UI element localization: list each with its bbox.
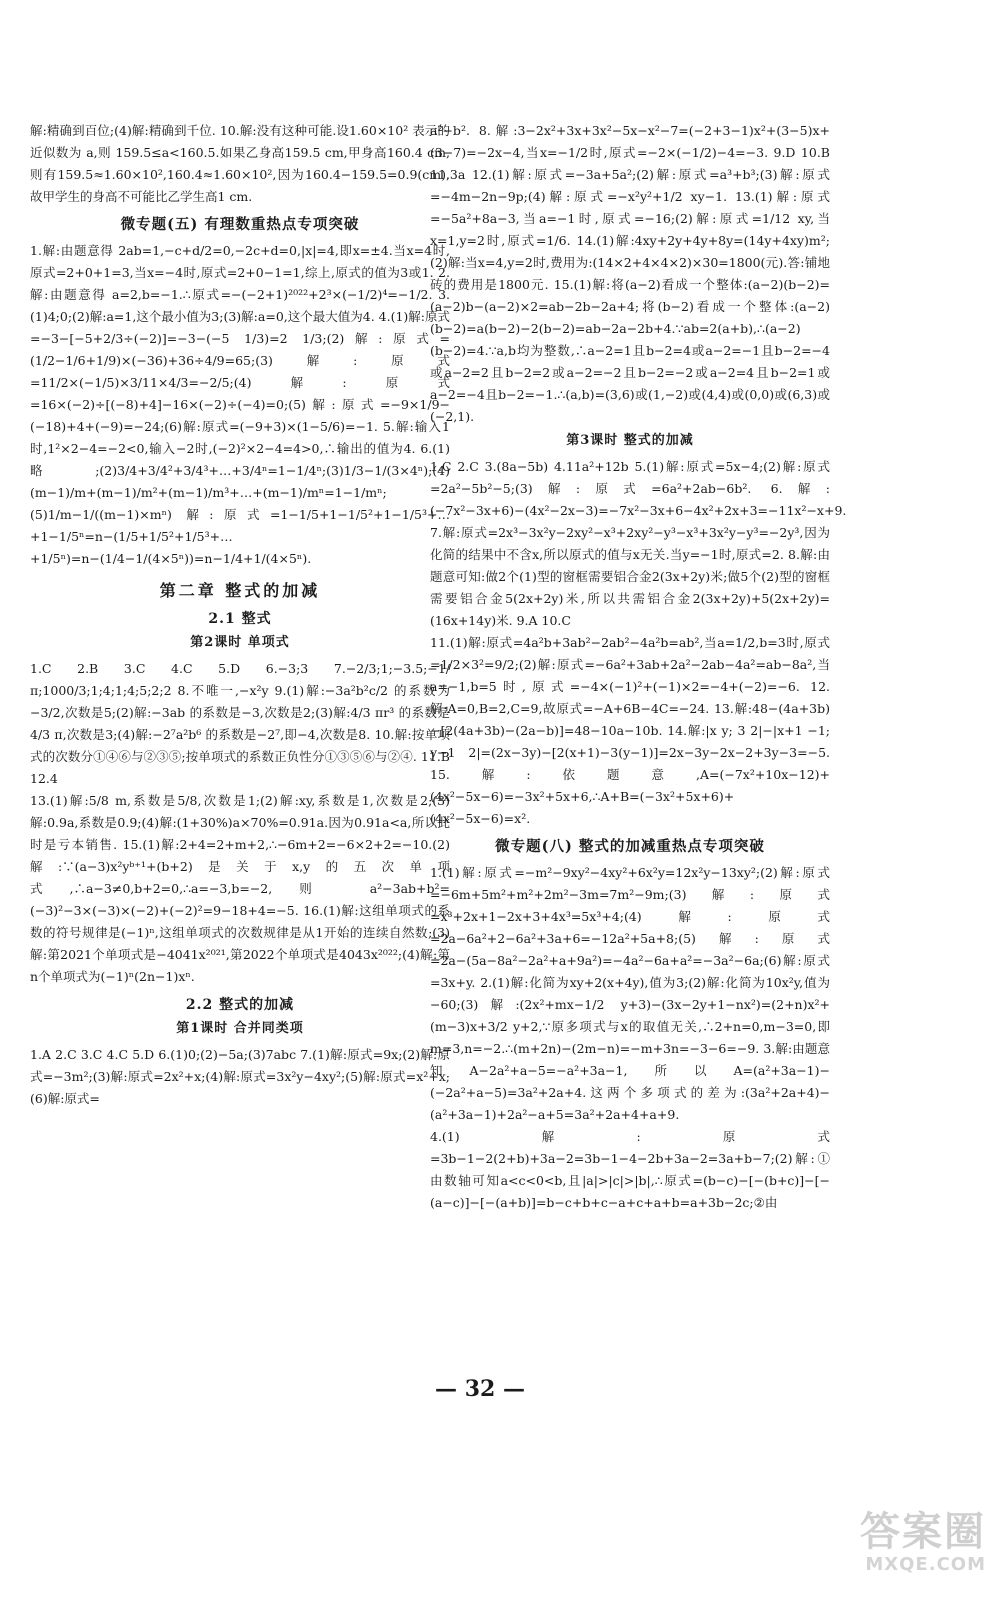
- watermark-url: MXQE.COM: [865, 1554, 986, 1575]
- answer-paragraph: 1.C 2.B 3.C 4.C 5.D 6.−3;3 7.−2/3;1;−3.5;−1/π;1000/3;1;4;1;4;5;2;2 8.不唯一,−x²y 9.(1)解:−3a²b²c/2 的系数为−3/2,次数是5;(2)解:−3ab 的系数是−3,次数是2;(3)解:4/3 πr³ 的系数是 4/3 π,次数是3;(4)解:−2⁷a²b⁶ 的系数是−2⁷,即−4,次数是8. 10.解:按单项式的次数分①④⑥与②③⑤;按单项式的系数正负性分①③⑤⑥与②④. 11.B 12.4: [30, 661, 450, 786]
- answer-paragraph: 1.解:由题意得 2ab=1,−c+d/2=0,−2c+d=0,|x|=4,即x=±4.当x=4时,原式=2+0+1=3,当x=−4时,原式=2+0−1=1,综上,原式的值为3或1. 2.解:由题意得 a=2,b=−1.∴原式=−(−2+1)²⁰²²+2³×(−1/2)⁴=−1/2. 3.(1)4;0;(2)解:a=1,这个最小值为3;(3)解:a=0,这个最大值为4. 4.(1)解:原式=−3−[−5+2/3÷(−2)]=−3−(−5 1/3)=2 1/3;(2)解:原式=(1/2−1/6+1/9)×(−36)+36÷4/9=65;(3)解:原式=11/2×(−1/5)×3/11×4/3=−2/5;(4)解:原式=16×(−2)÷[(−8)+4]−16×(−2)÷(−4)=0;(5)解:原式=−9×1/9−(−18)+4+(−9)=−24;(6)解:原式=(−9+3)×(1−5/6)=−1. 5.解:输入1时,1²×2−4=−2<0,输入−2时,(−2)²×2−4=4>0,∴输出的值为4. 6.(1)略;(2)3/4+3/4²+3/4³+…+3/4ⁿ=1−1/4ⁿ;(3)1/3−1/(3×4ⁿ);(4)(m−1)/m+(m−1)/m²+(m−1)/m³+…+(m−1)/mⁿ=1−1/mⁿ;(5)1/m−1/((m−1)×mⁿ) 解:原式=1−1/5+1−1/5²+1−1/5³+…+1−1/5ⁿ=n−(1/5+1/5²+1/5³+…+1/5ⁿ)=n−(1/4−1/(4×5ⁿ))=n−1/4+1/(4×5ⁿ).: [30, 243, 450, 566]
- answer-paragraph: 4.(1)解:原式=3b−1−2(2+b)+3a−2=3b−1−4−2b+3a−2=3a+b−7;(2)解:①由数轴可知a<c<0<b,且|a|>|c|>|b|,∴原式=(b−c)−[−(b+c)]−[−(a−c)]−[−(a+b)]=b−c+b+c−a+c+a+b=a+3b−2c;②由: [430, 1129, 830, 1210]
- answer-paragraph: 1.(1)解:原式=−m²−9xy²−4xy²+6x²y=12x²y−13xy²;(2)解:原式=−6m+5m²+m²+2m²−3m=7m²−9m;(3)解:原式=x³+2x+1−2x+3+4x³=5x³+4;(4)解:原式=2a−6a²+2−6a²+3a+6=−12a²+5a+8;(5)解:原式=2a−(5a−8a²−2a²+a+9a²)=−4a²−6a+a²=−3a²−6a;(6)解:原式=3x+y. 2.(1)解:化简为xy+2(x+4y),值为3;(2)解:化简为10x²y,值为−60;(3)解:(2x²+mx−1/2 y+3)−(3x−2y+1−nx²)=(2+n)x²+(m−3)x+3/2 y+2,∵原多项式与x的取值无关,∴2+n=0,m−3=0,即m=3,n=−2.∴(m+2n)−(2m−n)=−m+3n=−3−6=−9. 3.解:由题意知A−2a²+a−5=−a²+3a−1,所以A=(a²+3a−1)−(−2a²+a−5)=3a²+2a+4.这两个多项式的差为:(3a²+2a+4)−(a²+3a−1)+2a²−a+5=3a²+2a+4+a+9.: [430, 865, 830, 1122]
- section-heading: 第1课时 合并同类项: [176, 1021, 304, 1036]
- section-heading: 第3课时 整式的加减: [566, 433, 694, 448]
- answer-paragraph: 1.C 2.C 3.(8a−5b) 4.11a²+12b 5.(1)解:原式=5x−4;(2)解:原式=2a²−5b²−5;(3)解:原式=6a²+2ab−6b². 6.解:(−7x²−3x+6)−(4x²−2x−3)=−7x²−3x+6−4x²+2x+3=−11x²−x+9. 7.解:原式=2x³−3x²y−2xy²−x³+2xy²−y³−x³+3x²y−y³=−2y³,因为化简的结果中不含x,所以原式的值与x无关.当y=−1时,原式=2. 8.解:由题意可知:做2个(1)型的窗框需要铝合金2(3x+2y)米;做5个(2)型的窗框需要铝合金5(2x+2y)米,所以共需铝合金2(3x+2y)+5(2x+2y)=(16x+14y)米. 9.A 10.C: [430, 459, 847, 628]
- answer-paragraph: 1.A 2.C 3.C 4.C 5.D 6.(1)0;(2)−5a;(3)7abc 7.(1)解:原式=9x;(2)解:原式=−3m²;(3)解:原式=2x²+x;(4)解:原式=3x²y−4xy²;(5)解:原式=x²+x;(6)解:原式=: [30, 1047, 450, 1106]
- answer-paragraph: 11.(1)解:原式=4a²b+3ab²−2ab²−4a²b=ab²,当a=1/2,b=3时,原式=1/2×3²=9/2;(2)解:原式=−6a²+3ab+2a²−2ab−4a²=ab−8a²,当a=−1,b=5时,原式=−4×(−1)²+(−1)×2=−4+(−2)=−6. 12.解:A=0,B=2,C=9,故原式=−A+6B−4C=−24. 13.解:48−(4a+3b)−[2(4a+3b)−(2a−b)]=48−10a−10b. 14.解:|x y; 3 2|−|x+1 −1; y−1 2|=(2x−3y)−[2(x+1)−3(y−1)]=2x−3y−2x−2+3y−3=−5. 15.解:依题意,A=(−7x²+10x−12)+(4x²−5x−6)=−3x²+5x+6,∴A+B=(−3x²+5x+6)+(4x²−5x−6)=x².: [430, 635, 830, 826]
- section-heading: 微专题(八) 整式的加减重热点专项突破: [495, 838, 765, 855]
- right-column: [430, 120, 847, 1214]
- watermark-title: 答案圈: [860, 1509, 986, 1555]
- section-heading: 2.1 整式: [208, 611, 272, 627]
- answer-paragraph: 解:精确到百位;(4)解:精确到千位. 10.解:没有这种可能.设1.60×10² 表示的近似数为 a,则 159.5≤a<160.5.如果乙身高159.5 cm,甲身高160.4 cm,则有159.5≈1.60×10²,160.4≈1.60×10²,因为160.4−159.5=0.9(cm),故甲学生的身高不可能比乙学生高1 cm.: [30, 123, 450, 204]
- page-number-value: 32: [464, 1376, 496, 1402]
- answer-paragraph: a²−b². 8.解:3−2x²+3x+3x²−5x−x²−7=(−2+3−1)x²+(3−5)x+(3−7)=−2x−4,当x=−1/2时,原式=−2×(−1/2)−4=−3. 9.D 10.B 11.3a 12.(1)解:原式=−3a+5a²;(2)解:原式=a³+b³;(3)解:原式=−4m−2n−9p;(4)解:原式=−x²y²+1/2 xy−1. 13.(1)解:原式=−5a²+8a−3,当a=−1时,原式=−16;(2)解:原式=1/12 xy,当x=1,y=2时,原式=1/6. 14.(1)解:4xy+2y+4y+8y=(14y+4xy)m²;(2)解:当x=4,y=2时,费用为:(14×2+4×4×2)×30=1800(元).答:铺地砖的费用是1800元. 15.(1)解:将(a−2)看成一个整体:(a−2)(b−2)=(a−2)b−(a−2)×2=ab−2b−2a+4;将(b−2)看成一个整体:(a−2)(b−2)=a(b−2)−2(b−2)=ab−2a−2b+4.∵ab=2(a+b),∴(a−2)(b−2)=4.∵a,b均为整数,∴a−2=1且b−2=4或a−2=−1且b−2=−4或a−2=2且b−2=2或a−2=−2且b−2=−2或a−2=4且b−2=1或a−2=−4且b−2=−1.∴(a,b)=(3,6)或(1,−2)或(4,4)或(0,0)或(6,3)或(−2,1).: [430, 123, 830, 424]
- section-heading: 第2课时 单项式: [190, 635, 290, 650]
- section-heading: 微专题(五) 有理数重热点专项突破: [120, 216, 360, 233]
- section-heading: 第二章 整式的加减: [159, 581, 321, 600]
- page-number: — 32 —: [435, 1376, 525, 1402]
- answer-paragraph: 13.(1)解:5/8 m,系数是5/8,次数是1;(2)解:xy,系数是1,次数是2;(3)解:0.9a,系数是0.9;(4)解:(1+30%)a×70%=0.91a.因为0.91a<a,所以此时是亏本销售. 15.(1)解:2+4=2+m+2,∴−6m+2=−6×2+2=−10.(2)解:∵(a−3)x²yᵇ⁺¹+(b+2)是关于x,y的五次单项式,∴a−3≠0,b+2=0,∴a=−3,b=−2,则 a²−3ab+b²=(−3)²−3×(−3)×(−2)+(−2)²=9−18+4=−5. 16.(1)解:这组单项式的系数的符号规律是(−1)ⁿ,这组单项式的次数规律是从1开始的连续自然数;(3)解:第2021个单项式是−4041x²⁰²¹,第2022个单项式是4043x²⁰²²;(4)解:第n个单项式为(−1)ⁿ(2n−1)xⁿ.: [30, 793, 450, 984]
- watermark-logo: [796, 1510, 986, 1590]
- left-column: [30, 120, 450, 1110]
- section-heading: 2.2 整式的加减: [185, 997, 295, 1013]
